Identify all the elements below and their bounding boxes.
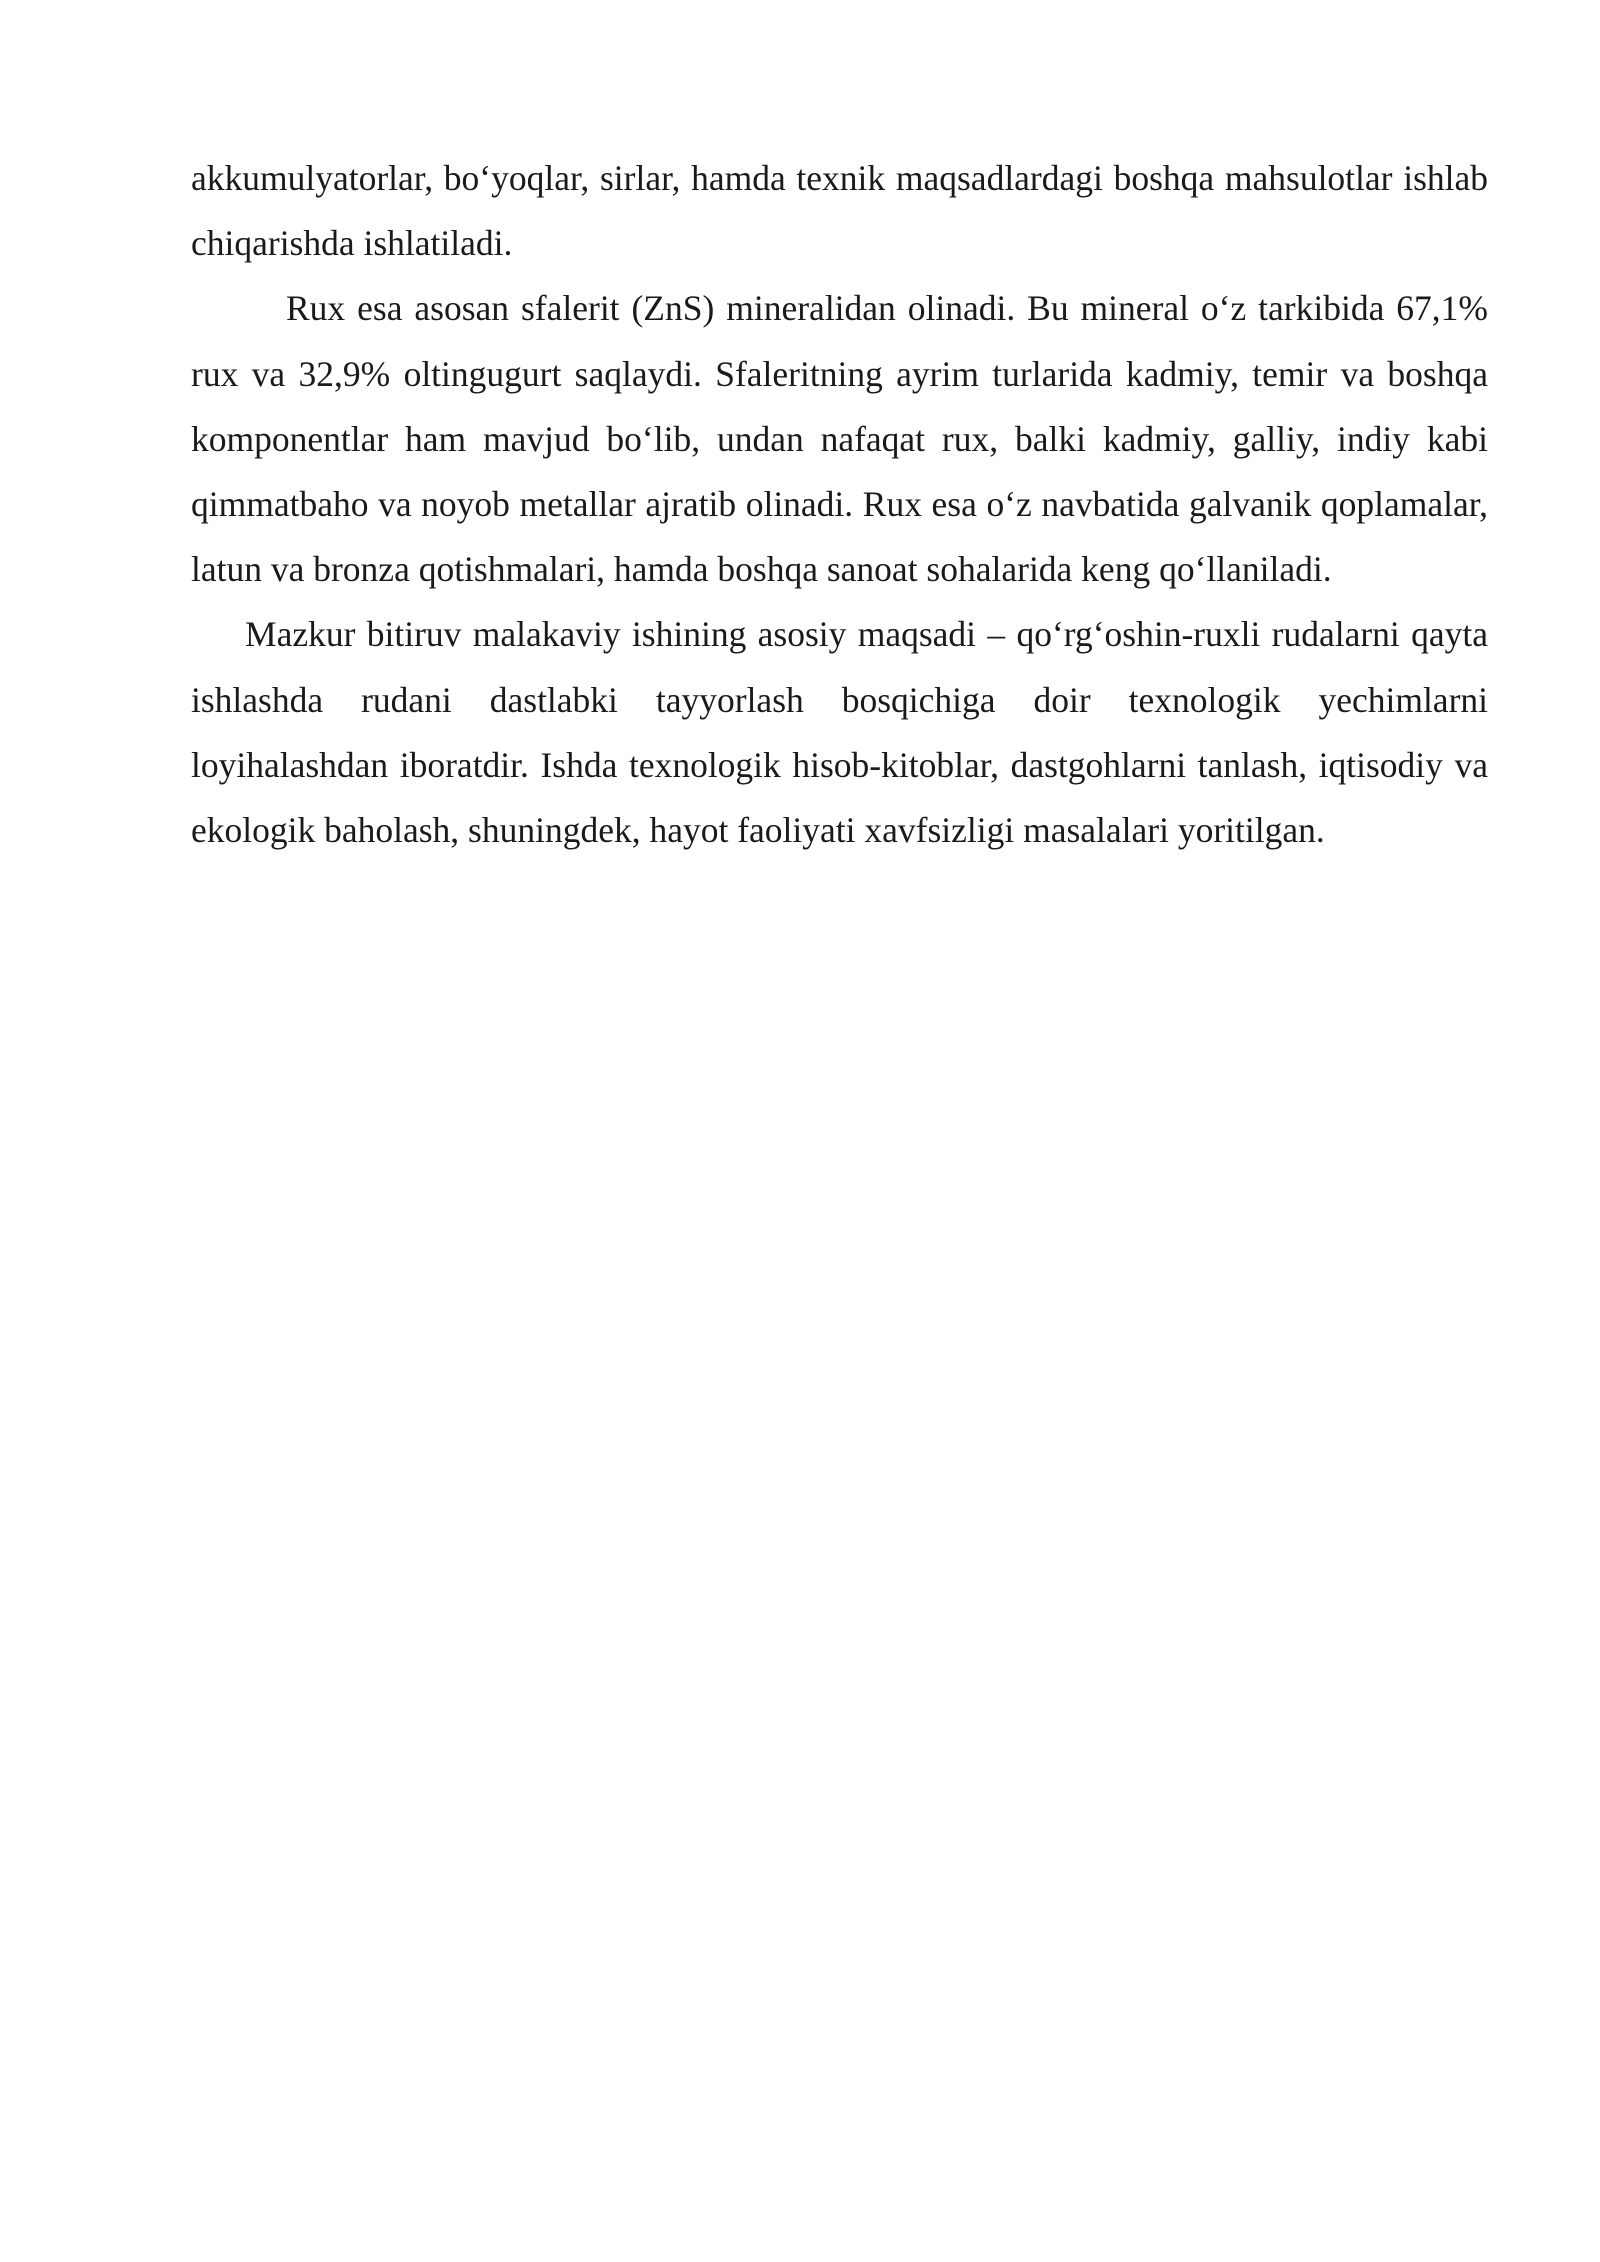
paragraph-continuation: akkumulyatorlar, bo‘yoqlar, sirlar, hamda texnik maqsadlardagi boshqa mahsulotlar ishlab chiqarishda ishlatiladi. <box>191 158 1488 264</box>
paragraph-zinc-sphalerite: Rux esa asosan sfalerit (ZnS) mineralidan olinadi. Bu mineral o‘z tarkibida 67,1% rux va 32,9% oltingugurt saqlaydi. Sfaleritning ayrim turlarida kadmiy, temir va boshqa komponentlar ham mavjud bo‘lib, undan nafaqat rux, balki kadmiy, galliy, indiy kabi qimmatbaho va noyob metallar ajratib olinadi. Rux esa o‘z navbatida galvanik qoplamalar, latun va bronza qotishmalari, hamda boshqa sanoat sohalarida keng qo‘llaniladi. <box>191 288 1488 590</box>
document-body <box>191 146 1488 863</box>
paragraph-thesis-aim: Mazkur bitiruv malakaviy ishining asosiy maqsadi – qo‘rg‘oshin-ruxli rudalarni qayta ishlashda rudani dastlabki tayyorlash bosqichiga doir texnologik yechimlarni loyihalashdan iboratdir. Ishda texnologik hisob-kitoblar, dastgohlarni tanlash, iqtisodiy va ekologik baholash, shuningdek, hayot faoliyati xavfsizligi masalalari yoritilgan. <box>191 614 1488 851</box>
